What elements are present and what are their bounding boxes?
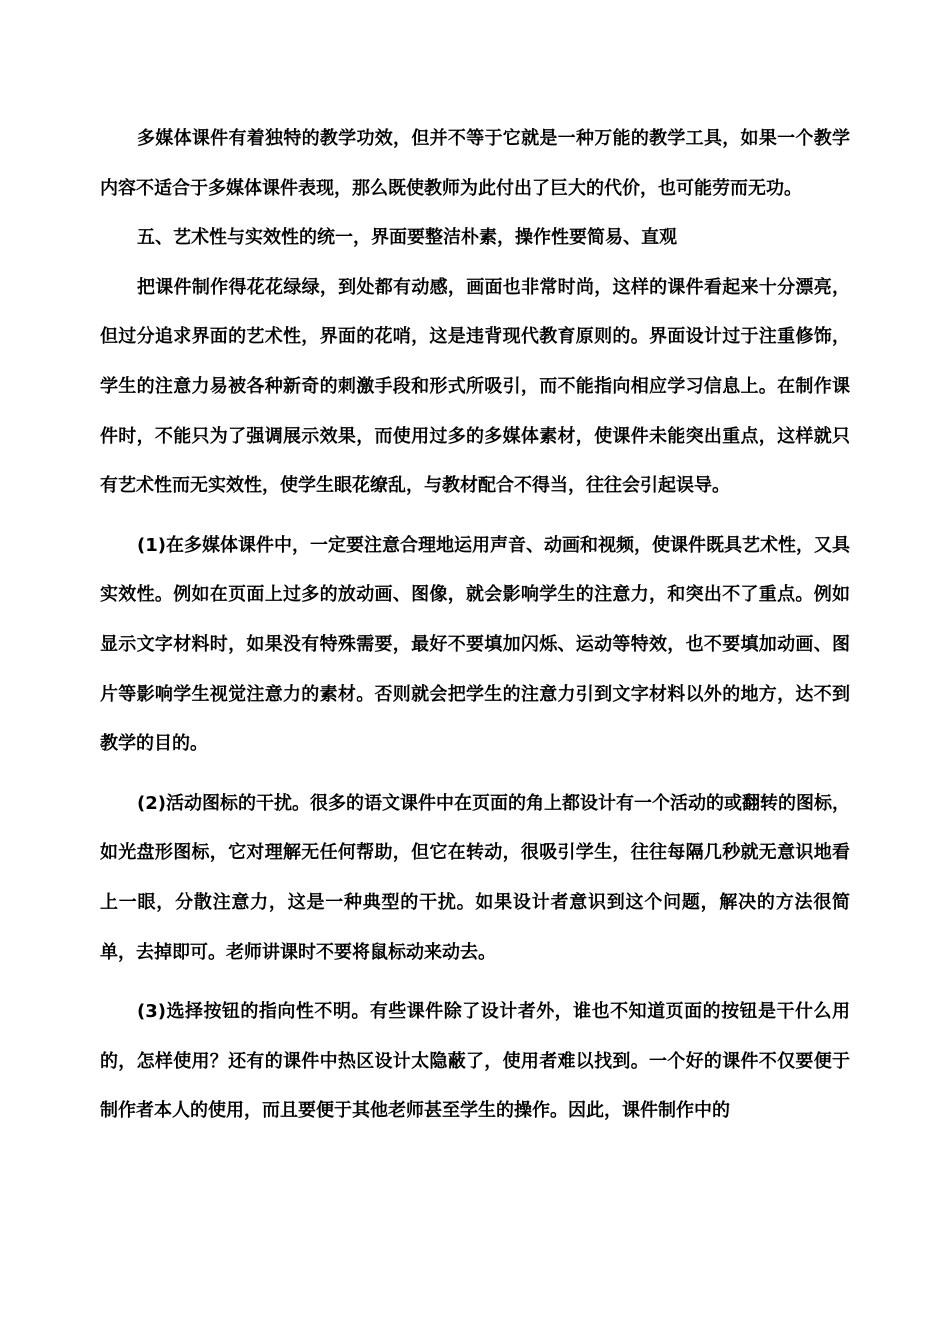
paragraph-point-1: (1)在多媒体课件中，一定要注意合理地运用声音、动画和视频，使课件既具艺术性，又具实效性。例如在页面上过多的放动画、图像，就会影响学生的注意力，和突出不了重点。例如显示文字材料时，如果没有特殊需要，最好不要填加闪烁、运动等特效，也不要填加动画、图片等影响学生视觉注意力的素材。否则就会把学生的注意力引到文字材料以外的地方，达不到教学的目的。 <box>100 534 850 755</box>
paragraph-intro: 多媒体课件有着独特的教学功效，但并不等于它就是一种万能的教学工具，如果一个教学内容不适合于多媒体课件表现，那么既使教师为此付出了巨大的代价，也可能劳而无功。 <box>100 128 850 199</box>
paragraph-body: 把课件制作得花花绿绿，到处都有动感，画面也非常时尚，这样的课件看起来十分漂亮，但过分追求界面的艺术性，界面的花哨，这是违背现代教育原则的。界面设计过于注重修饰，学生的注意力易被各种新奇的刺激手段和形式所吸引，而不能指向相应学习信息上。在制作课件时，不能只为了强调展示效果，而使用过多的多媒体素材，使课件未能突出重点，这样就只有艺术性而无实效性，使学生眼花缭乱，与教材配合不得当，往往会引起误导。 <box>100 276 850 497</box>
paragraph-point-2: (2)活动图标的干扰。很多的语文课件中在页面的角上都设计有一个活动的或翻转的图标，如光盘形图标，它对理解无任何帮助，但它在转动，很吸引学生，往往每隔几秒就无意识地看上一眼，分散注意力，这是一种典型的干扰。如果设计者意识到这个问题，解决的方法很简单，去掉即可。老师讲课时不要将鼠标动来动去。 <box>100 792 850 963</box>
paragraph-point-3: (3)选择按钮的指向性不明。有些课件除了设计者外，谁也不知道页面的按钮是干什么用的，怎样使用？还有的课件中热区设计太隐蔽了，使用者难以找到。一个好的课件不仅要便于制作者本人的使用，而且要便于其他老师甚至学生的操作。因此，课件制作中的 <box>100 1001 850 1122</box>
section-heading: 五、艺术性与实效性的统一，界面要整洁朴素，操作性要简易、直观 <box>137 227 677 249</box>
document-page <box>100 114 850 1136</box>
